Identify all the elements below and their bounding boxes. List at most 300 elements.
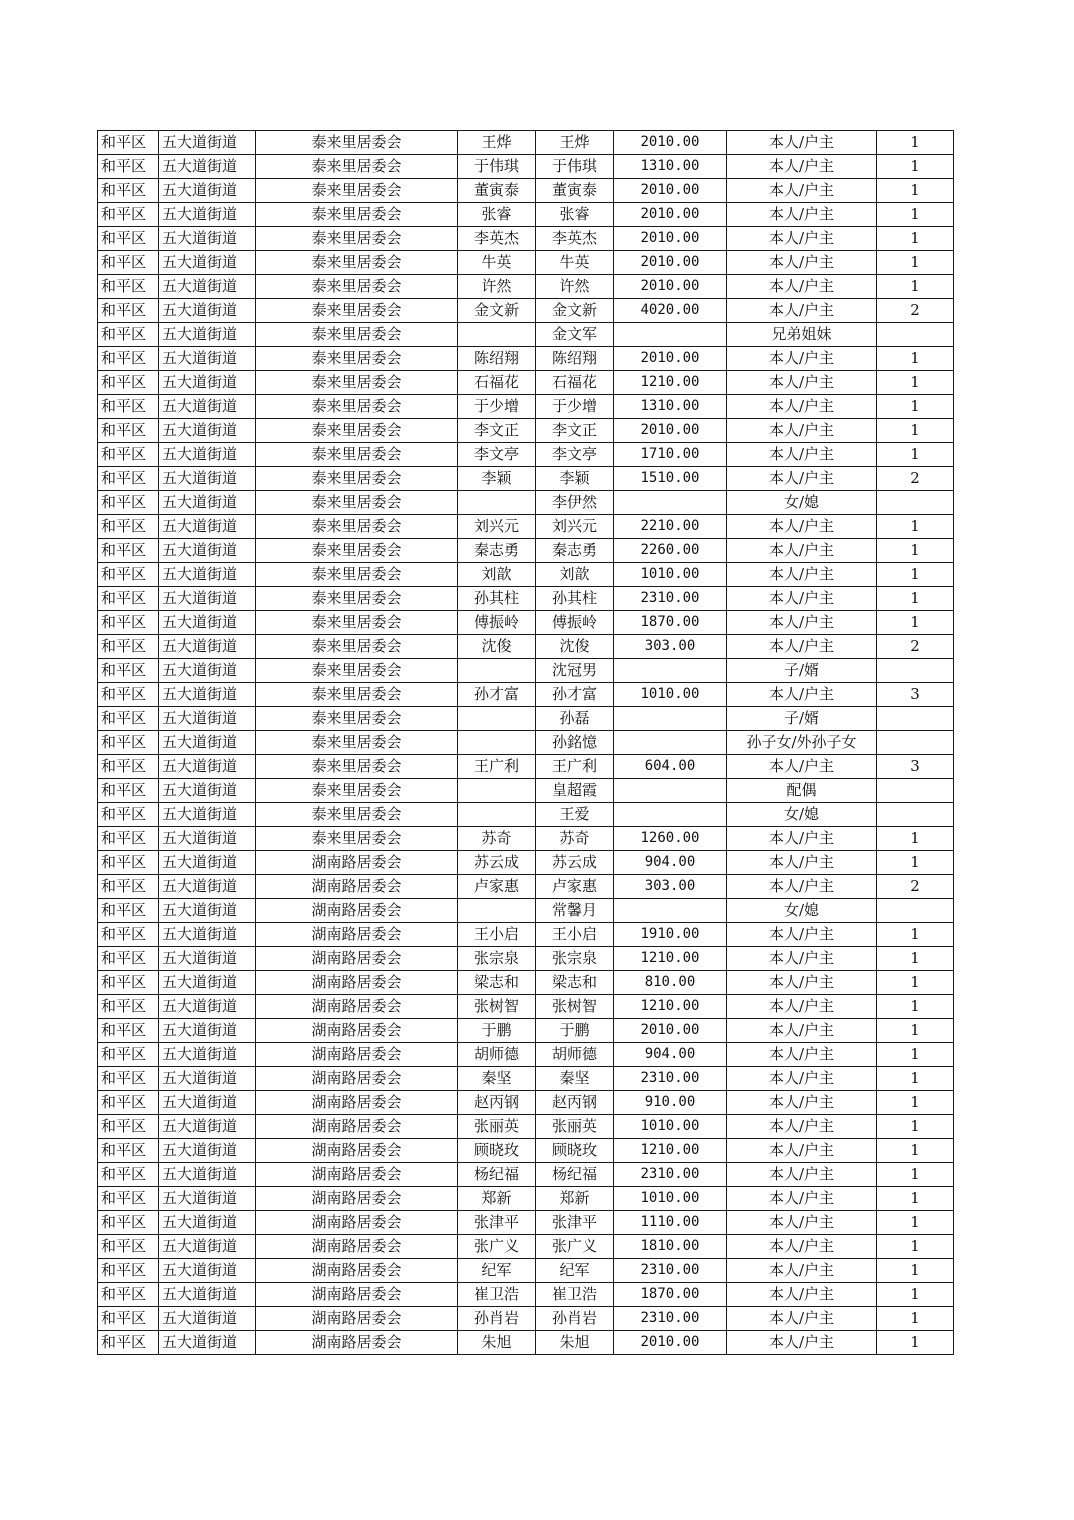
amount-cell: 2010.00 bbox=[614, 275, 727, 299]
table-row bbox=[98, 347, 954, 371]
applicant-cell: 梁志和 bbox=[458, 971, 536, 995]
table-row bbox=[98, 1067, 954, 1091]
district-cell: 和平区 bbox=[98, 755, 159, 779]
community-cell: 泰来里居委会 bbox=[256, 131, 458, 155]
table-row bbox=[98, 563, 954, 587]
amount-cell: 2260.00 bbox=[614, 539, 727, 563]
street-cell: 五大道街道 bbox=[159, 683, 256, 707]
community-cell: 泰来里居委会 bbox=[256, 827, 458, 851]
applicant-cell: 孙其柱 bbox=[458, 587, 536, 611]
street-cell: 五大道街道 bbox=[159, 587, 256, 611]
applicant-cell: 李文正 bbox=[458, 419, 536, 443]
amount-cell bbox=[614, 491, 727, 515]
street-cell: 五大道街道 bbox=[159, 467, 256, 491]
relation-cell: 本人/户主 bbox=[727, 227, 877, 251]
member-cell: 秦志勇 bbox=[536, 539, 614, 563]
relation-cell: 本人/户主 bbox=[727, 395, 877, 419]
member-cell: 李文亭 bbox=[536, 443, 614, 467]
amount-cell: 2010.00 bbox=[614, 179, 727, 203]
relation-cell: 本人/户主 bbox=[727, 1187, 877, 1211]
community-cell: 泰来里居委会 bbox=[256, 659, 458, 683]
applicant-cell bbox=[458, 323, 536, 347]
relation-cell: 本人/户主 bbox=[727, 539, 877, 563]
street-cell: 五大道街道 bbox=[159, 347, 256, 371]
community-cell: 湖南路居委会 bbox=[256, 851, 458, 875]
community-cell: 泰来里居委会 bbox=[256, 707, 458, 731]
member-cell: 许然 bbox=[536, 275, 614, 299]
district-cell: 和平区 bbox=[98, 203, 159, 227]
applicant-cell bbox=[458, 779, 536, 803]
applicant-cell: 杨纪福 bbox=[458, 1163, 536, 1187]
table-row bbox=[98, 707, 954, 731]
table-row bbox=[98, 443, 954, 467]
community-cell: 湖南路居委会 bbox=[256, 995, 458, 1019]
district-cell: 和平区 bbox=[98, 1139, 159, 1163]
district-cell: 和平区 bbox=[98, 683, 159, 707]
applicant-cell: 陈绍翔 bbox=[458, 347, 536, 371]
amount-cell: 1310.00 bbox=[614, 155, 727, 179]
table-row bbox=[98, 995, 954, 1019]
member-cell: 皇超霞 bbox=[536, 779, 614, 803]
district-cell: 和平区 bbox=[98, 899, 159, 923]
member-cell: 苏云成 bbox=[536, 851, 614, 875]
relation-cell: 本人/户主 bbox=[727, 1091, 877, 1115]
household-size-cell: 1 bbox=[877, 275, 954, 299]
relation-cell: 孙子女/外孙子女 bbox=[727, 731, 877, 755]
street-cell: 五大道街道 bbox=[159, 923, 256, 947]
table-row bbox=[98, 899, 954, 923]
household-size-cell: 1 bbox=[877, 611, 954, 635]
household-size-cell: 3 bbox=[877, 755, 954, 779]
amount-cell: 1210.00 bbox=[614, 371, 727, 395]
table-row bbox=[98, 659, 954, 683]
table-row bbox=[98, 1211, 954, 1235]
amount-cell: 2010.00 bbox=[614, 419, 727, 443]
applicant-cell: 金文新 bbox=[458, 299, 536, 323]
applicant-cell: 石福花 bbox=[458, 371, 536, 395]
district-cell: 和平区 bbox=[98, 947, 159, 971]
table-row bbox=[98, 299, 954, 323]
table-row bbox=[98, 1043, 954, 1067]
member-cell: 李颖 bbox=[536, 467, 614, 491]
street-cell: 五大道街道 bbox=[159, 899, 256, 923]
district-cell: 和平区 bbox=[98, 803, 159, 827]
member-cell: 孙其柱 bbox=[536, 587, 614, 611]
amount-cell: 2010.00 bbox=[614, 131, 727, 155]
street-cell: 五大道街道 bbox=[159, 275, 256, 299]
street-cell: 五大道街道 bbox=[159, 1163, 256, 1187]
relation-cell: 本人/户主 bbox=[727, 851, 877, 875]
community-cell: 泰来里居委会 bbox=[256, 515, 458, 539]
member-cell: 张睿 bbox=[536, 203, 614, 227]
community-cell: 泰来里居委会 bbox=[256, 299, 458, 323]
member-cell: 于鹏 bbox=[536, 1019, 614, 1043]
street-cell: 五大道街道 bbox=[159, 1307, 256, 1331]
district-cell: 和平区 bbox=[98, 1043, 159, 1067]
relation-cell: 本人/户主 bbox=[727, 947, 877, 971]
applicant-cell bbox=[458, 899, 536, 923]
household-size-cell: 1 bbox=[877, 1235, 954, 1259]
amount-cell bbox=[614, 323, 727, 347]
household-size-cell bbox=[877, 491, 954, 515]
applicant-cell: 王小启 bbox=[458, 923, 536, 947]
street-cell: 五大道街道 bbox=[159, 419, 256, 443]
applicant-cell: 胡师德 bbox=[458, 1043, 536, 1067]
street-cell: 五大道街道 bbox=[159, 179, 256, 203]
community-cell: 泰来里居委会 bbox=[256, 539, 458, 563]
community-cell: 湖南路居委会 bbox=[256, 1019, 458, 1043]
amount-cell: 910.00 bbox=[614, 1091, 727, 1115]
relation-cell: 本人/户主 bbox=[727, 419, 877, 443]
member-cell: 王小启 bbox=[536, 923, 614, 947]
district-cell: 和平区 bbox=[98, 827, 159, 851]
community-cell: 泰来里居委会 bbox=[256, 755, 458, 779]
household-size-cell: 1 bbox=[877, 1115, 954, 1139]
community-cell: 湖南路居委会 bbox=[256, 875, 458, 899]
district-cell: 和平区 bbox=[98, 875, 159, 899]
applicant-cell bbox=[458, 491, 536, 515]
community-cell: 泰来里居委会 bbox=[256, 587, 458, 611]
member-cell: 王爱 bbox=[536, 803, 614, 827]
relation-cell: 本人/户主 bbox=[727, 179, 877, 203]
member-cell: 张津平 bbox=[536, 1211, 614, 1235]
street-cell: 五大道街道 bbox=[159, 515, 256, 539]
relation-cell: 本人/户主 bbox=[727, 347, 877, 371]
community-cell: 泰来里居委会 bbox=[256, 779, 458, 803]
table-row bbox=[98, 971, 954, 995]
street-cell: 五大道街道 bbox=[159, 563, 256, 587]
applicant-cell: 李文亭 bbox=[458, 443, 536, 467]
member-cell: 赵丙钢 bbox=[536, 1091, 614, 1115]
community-cell: 湖南路居委会 bbox=[256, 1043, 458, 1067]
household-size-cell: 1 bbox=[877, 1331, 954, 1355]
table-row bbox=[98, 515, 954, 539]
district-cell: 和平区 bbox=[98, 971, 159, 995]
amount-cell: 1010.00 bbox=[614, 1187, 727, 1211]
member-cell: 张丽英 bbox=[536, 1115, 614, 1139]
district-cell: 和平区 bbox=[98, 515, 159, 539]
household-size-cell: 1 bbox=[877, 1187, 954, 1211]
relation-cell: 子/婿 bbox=[727, 707, 877, 731]
relation-cell: 配偶 bbox=[727, 779, 877, 803]
applicant-cell bbox=[458, 707, 536, 731]
table-row bbox=[98, 395, 954, 419]
relation-cell: 本人/户主 bbox=[727, 155, 877, 179]
household-size-cell: 1 bbox=[877, 1043, 954, 1067]
household-size-cell bbox=[877, 731, 954, 755]
district-cell: 和平区 bbox=[98, 1091, 159, 1115]
amount-cell: 1010.00 bbox=[614, 683, 727, 707]
relation-cell: 女/媳 bbox=[727, 803, 877, 827]
household-size-cell: 1 bbox=[877, 587, 954, 611]
applicant-cell bbox=[458, 731, 536, 755]
table-row bbox=[98, 1259, 954, 1283]
relation-cell: 本人/户主 bbox=[727, 587, 877, 611]
relation-cell: 本人/户主 bbox=[727, 563, 877, 587]
applicant-cell: 崔卫浩 bbox=[458, 1283, 536, 1307]
street-cell: 五大道街道 bbox=[159, 1187, 256, 1211]
district-cell: 和平区 bbox=[98, 347, 159, 371]
member-cell: 孙銘憶 bbox=[536, 731, 614, 755]
relation-cell: 本人/户主 bbox=[727, 275, 877, 299]
relation-cell: 本人/户主 bbox=[727, 1259, 877, 1283]
household-size-cell: 2 bbox=[877, 467, 954, 491]
relation-cell: 本人/户主 bbox=[727, 875, 877, 899]
relation-cell: 本人/户主 bbox=[727, 1043, 877, 1067]
amount-cell: 1310.00 bbox=[614, 395, 727, 419]
district-cell: 和平区 bbox=[98, 995, 159, 1019]
district-cell: 和平区 bbox=[98, 731, 159, 755]
street-cell: 五大道街道 bbox=[159, 395, 256, 419]
amount-cell: 1210.00 bbox=[614, 1139, 727, 1163]
applicant-cell: 王广利 bbox=[458, 755, 536, 779]
community-cell: 泰来里居委会 bbox=[256, 251, 458, 275]
district-cell: 和平区 bbox=[98, 923, 159, 947]
street-cell: 五大道街道 bbox=[159, 611, 256, 635]
relation-cell: 本人/户主 bbox=[727, 299, 877, 323]
amount-cell: 2310.00 bbox=[614, 587, 727, 611]
household-size-cell: 1 bbox=[877, 563, 954, 587]
amount-cell: 303.00 bbox=[614, 875, 727, 899]
community-cell: 泰来里居委会 bbox=[256, 155, 458, 179]
applicant-cell: 纪军 bbox=[458, 1259, 536, 1283]
amount-cell: 2310.00 bbox=[614, 1307, 727, 1331]
member-cell: 李伊然 bbox=[536, 491, 614, 515]
relation-cell: 本人/户主 bbox=[727, 1067, 877, 1091]
household-size-cell: 1 bbox=[877, 1283, 954, 1307]
community-cell: 泰来里居委会 bbox=[256, 467, 458, 491]
relation-cell: 本人/户主 bbox=[727, 1331, 877, 1355]
street-cell: 五大道街道 bbox=[159, 779, 256, 803]
street-cell: 五大道街道 bbox=[159, 947, 256, 971]
household-size-cell: 1 bbox=[877, 827, 954, 851]
community-cell: 湖南路居委会 bbox=[256, 1331, 458, 1355]
member-cell: 牛英 bbox=[536, 251, 614, 275]
street-cell: 五大道街道 bbox=[159, 971, 256, 995]
table-row bbox=[98, 491, 954, 515]
district-cell: 和平区 bbox=[98, 1259, 159, 1283]
relation-cell: 本人/户主 bbox=[727, 131, 877, 155]
member-cell: 沈冠男 bbox=[536, 659, 614, 683]
street-cell: 五大道街道 bbox=[159, 131, 256, 155]
household-size-cell: 1 bbox=[877, 515, 954, 539]
district-cell: 和平区 bbox=[98, 1307, 159, 1331]
relation-cell: 本人/户主 bbox=[727, 1235, 877, 1259]
amount-cell bbox=[614, 779, 727, 803]
amount-cell: 2010.00 bbox=[614, 347, 727, 371]
amount-cell: 604.00 bbox=[614, 755, 727, 779]
street-cell: 五大道街道 bbox=[159, 491, 256, 515]
member-cell: 纪军 bbox=[536, 1259, 614, 1283]
district-cell: 和平区 bbox=[98, 131, 159, 155]
amount-cell bbox=[614, 803, 727, 827]
household-size-cell: 1 bbox=[877, 971, 954, 995]
district-cell: 和平区 bbox=[98, 1019, 159, 1043]
community-cell: 泰来里居委会 bbox=[256, 179, 458, 203]
member-cell: 于伟琪 bbox=[536, 155, 614, 179]
applicant-cell: 朱旭 bbox=[458, 1331, 536, 1355]
table-body bbox=[98, 131, 954, 1355]
relation-cell: 兄弟姐妹 bbox=[727, 323, 877, 347]
community-cell: 湖南路居委会 bbox=[256, 1211, 458, 1235]
applicant-cell: 孙肖岩 bbox=[458, 1307, 536, 1331]
relation-cell: 本人/户主 bbox=[727, 611, 877, 635]
applicant-cell bbox=[458, 803, 536, 827]
district-cell: 和平区 bbox=[98, 707, 159, 731]
amount-cell: 2010.00 bbox=[614, 1331, 727, 1355]
amount-cell: 1710.00 bbox=[614, 443, 727, 467]
street-cell: 五大道街道 bbox=[159, 707, 256, 731]
member-cell: 张宗泉 bbox=[536, 947, 614, 971]
community-cell: 泰来里居委会 bbox=[256, 275, 458, 299]
applicant-cell: 张津平 bbox=[458, 1211, 536, 1235]
applicant-cell: 沈俊 bbox=[458, 635, 536, 659]
applicant-cell: 卢家惠 bbox=[458, 875, 536, 899]
table-row bbox=[98, 203, 954, 227]
household-table bbox=[97, 130, 954, 1355]
household-size-cell bbox=[877, 803, 954, 827]
amount-cell: 1510.00 bbox=[614, 467, 727, 491]
member-cell: 崔卫浩 bbox=[536, 1283, 614, 1307]
community-cell: 湖南路居委会 bbox=[256, 1091, 458, 1115]
district-cell: 和平区 bbox=[98, 323, 159, 347]
district-cell: 和平区 bbox=[98, 1115, 159, 1139]
amount-cell: 4020.00 bbox=[614, 299, 727, 323]
district-cell: 和平区 bbox=[98, 1235, 159, 1259]
member-cell: 董寅泰 bbox=[536, 179, 614, 203]
household-size-cell: 1 bbox=[877, 1307, 954, 1331]
household-size-cell: 1 bbox=[877, 995, 954, 1019]
district-cell: 和平区 bbox=[98, 419, 159, 443]
household-size-cell: 1 bbox=[877, 1211, 954, 1235]
amount-cell: 1210.00 bbox=[614, 947, 727, 971]
amount-cell: 2310.00 bbox=[614, 1067, 727, 1091]
table-row bbox=[98, 323, 954, 347]
community-cell: 湖南路居委会 bbox=[256, 1139, 458, 1163]
table-row bbox=[98, 803, 954, 827]
member-cell: 陈绍翔 bbox=[536, 347, 614, 371]
street-cell: 五大道街道 bbox=[159, 1019, 256, 1043]
amount-cell: 2210.00 bbox=[614, 515, 727, 539]
relation-cell: 本人/户主 bbox=[727, 1211, 877, 1235]
relation-cell: 本人/户主 bbox=[727, 1283, 877, 1307]
community-cell: 泰来里居委会 bbox=[256, 563, 458, 587]
household-size-cell bbox=[877, 659, 954, 683]
district-cell: 和平区 bbox=[98, 155, 159, 179]
member-cell: 张树智 bbox=[536, 995, 614, 1019]
amount-cell: 2310.00 bbox=[614, 1163, 727, 1187]
applicant-cell: 牛英 bbox=[458, 251, 536, 275]
community-cell: 泰来里居委会 bbox=[256, 611, 458, 635]
relation-cell: 女/媳 bbox=[727, 491, 877, 515]
community-cell: 泰来里居委会 bbox=[256, 203, 458, 227]
amount-cell: 904.00 bbox=[614, 1043, 727, 1067]
member-cell: 孙肖岩 bbox=[536, 1307, 614, 1331]
table-row bbox=[98, 635, 954, 659]
relation-cell: 本人/户主 bbox=[727, 443, 877, 467]
community-cell: 泰来里居委会 bbox=[256, 371, 458, 395]
applicant-cell: 秦志勇 bbox=[458, 539, 536, 563]
member-cell: 郑新 bbox=[536, 1187, 614, 1211]
member-cell: 卢家惠 bbox=[536, 875, 614, 899]
district-cell: 和平区 bbox=[98, 1163, 159, 1187]
household-size-cell: 1 bbox=[877, 1163, 954, 1187]
table-row bbox=[98, 155, 954, 179]
table-row bbox=[98, 1163, 954, 1187]
community-cell: 泰来里居委会 bbox=[256, 683, 458, 707]
community-cell: 泰来里居委会 bbox=[256, 803, 458, 827]
member-cell: 常馨月 bbox=[536, 899, 614, 923]
amount-cell: 2310.00 bbox=[614, 1259, 727, 1283]
amount-cell bbox=[614, 731, 727, 755]
table-row bbox=[98, 1139, 954, 1163]
applicant-cell: 张树智 bbox=[458, 995, 536, 1019]
community-cell: 泰来里居委会 bbox=[256, 443, 458, 467]
table-row bbox=[98, 275, 954, 299]
street-cell: 五大道街道 bbox=[159, 995, 256, 1019]
table-row bbox=[98, 251, 954, 275]
household-size-cell: 3 bbox=[877, 683, 954, 707]
street-cell: 五大道街道 bbox=[159, 1235, 256, 1259]
district-cell: 和平区 bbox=[98, 611, 159, 635]
relation-cell: 本人/户主 bbox=[727, 467, 877, 491]
street-cell: 五大道街道 bbox=[159, 155, 256, 179]
member-cell: 李文正 bbox=[536, 419, 614, 443]
table-row bbox=[98, 683, 954, 707]
member-cell: 傅振岭 bbox=[536, 611, 614, 635]
district-cell: 和平区 bbox=[98, 179, 159, 203]
community-cell: 泰来里居委会 bbox=[256, 491, 458, 515]
amount-cell bbox=[614, 899, 727, 923]
household-size-cell bbox=[877, 707, 954, 731]
district-cell: 和平区 bbox=[98, 299, 159, 323]
table-row bbox=[98, 371, 954, 395]
table-row bbox=[98, 611, 954, 635]
district-cell: 和平区 bbox=[98, 539, 159, 563]
household-size-cell: 1 bbox=[877, 851, 954, 875]
relation-cell: 本人/户主 bbox=[727, 1139, 877, 1163]
table-row bbox=[98, 779, 954, 803]
member-cell: 刘歆 bbox=[536, 563, 614, 587]
street-cell: 五大道街道 bbox=[159, 323, 256, 347]
table-row bbox=[98, 467, 954, 491]
table-row bbox=[98, 875, 954, 899]
applicant-cell: 张睿 bbox=[458, 203, 536, 227]
community-cell: 湖南路居委会 bbox=[256, 1067, 458, 1091]
district-cell: 和平区 bbox=[98, 1283, 159, 1307]
applicant-cell: 刘兴元 bbox=[458, 515, 536, 539]
community-cell: 泰来里居委会 bbox=[256, 347, 458, 371]
relation-cell: 本人/户主 bbox=[727, 923, 877, 947]
street-cell: 五大道街道 bbox=[159, 1331, 256, 1355]
relation-cell: 本人/户主 bbox=[727, 515, 877, 539]
table-row bbox=[98, 227, 954, 251]
district-cell: 和平区 bbox=[98, 635, 159, 659]
district-cell: 和平区 bbox=[98, 467, 159, 491]
amount-cell: 1810.00 bbox=[614, 1235, 727, 1259]
household-size-cell: 1 bbox=[877, 923, 954, 947]
amount-cell: 1910.00 bbox=[614, 923, 727, 947]
relation-cell: 本人/户主 bbox=[727, 995, 877, 1019]
household-size-cell: 1 bbox=[877, 1139, 954, 1163]
relation-cell: 女/媳 bbox=[727, 899, 877, 923]
amount-cell: 1010.00 bbox=[614, 563, 727, 587]
street-cell: 五大道街道 bbox=[159, 227, 256, 251]
street-cell: 五大道街道 bbox=[159, 731, 256, 755]
amount-cell: 2010.00 bbox=[614, 1019, 727, 1043]
amount-cell: 904.00 bbox=[614, 851, 727, 875]
member-cell: 石福花 bbox=[536, 371, 614, 395]
